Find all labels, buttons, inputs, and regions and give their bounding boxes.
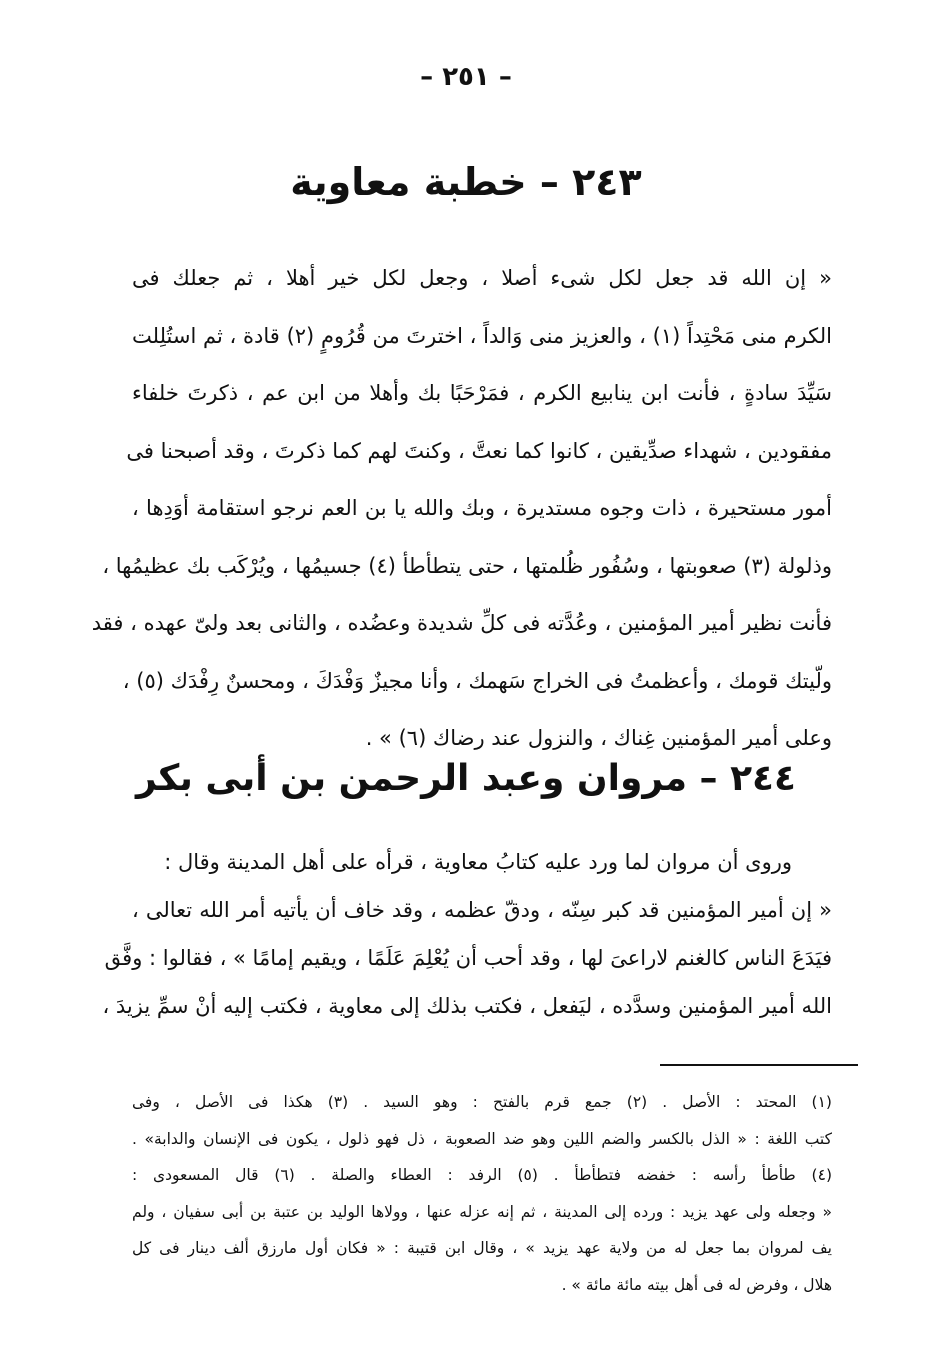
text-line: « إن أمير المؤمنين قد كبر سِنّه ، ودقّ عظمه ، وقد خاف أن يأتيه أمر الله تعالى ،: [132, 898, 832, 922]
text-line: سَيِّدَ سادةٍ ، فأنت ابن ينابيع الكرم ، فمَرْحَبًا بك وأهلا من ابن عم ، ذكرتَ خلفاء: [132, 381, 832, 405]
text-line: وعلى أمير المؤمنين غِناك ، والنزول عند رضاك (٦) » .: [365, 726, 832, 750]
footnote-line: هلال ، وفرض له فى أهل بيته مائة مائة » .: [561, 1275, 832, 1294]
footnote-line: (١) المحتد : الأصل . (٢) جمع قرم بالفتح : وهو السيد . (٣) هكذا فى الأصل ، وفى: [132, 1093, 832, 1111]
text-line: وذلولة (٣) صعوبتها ، وسُفُور ظُلمتها ، حتى يتطأطأ (٤) جسيمُها ، ويُرْكَب بك عظيمُها ،: [102, 553, 832, 578]
text-line: الكرم منى مَحْتِداً (١) ، والعزيز منى وَالداً ، اخترتَ من قُرُومٍ (٢) قادة ، ثم استُلِلت: [132, 323, 832, 348]
text-line: وروى أن مروان لما ورد عليه كتابُ معاوية ، قرأه على أهل المدينة وقال :: [164, 850, 792, 874]
footnote-separator: [660, 1064, 858, 1066]
page-number: – ٢٥١ –: [420, 62, 512, 92]
footnote-line: (٤) طأطأ رأسه : خفضه فتطأطأ . (٥) الرفد : العطاء والصلة . (٦) قال المسعودى :: [132, 1166, 832, 1184]
text-line: الله أمير المؤمنين وسدَّده ، ليَفعل ، فكتب بذلك إلى معاوية ، فكتب إليه أنْ سمِّ يزيدَ ،: [102, 994, 832, 1018]
text-line: « إن الله قد جعل لكل شىء أصلا ، وجعل لكل خير أهلا ، ثم جعلك فى: [132, 266, 832, 290]
section-243-body: [91, 250, 832, 768]
text-line: فأنت نظير أمير المؤمنين ، وعُدَّته فى كلِّ شديدة وعضُده ، والثانى بعد ولىّ عهده ، فقد: [91, 611, 832, 635]
section-243-title: ٢٤٣ – خطبة معاوية: [290, 160, 642, 204]
footnote-line: كتب اللغة : « الذل بالكسر والضم اللين وهو ضد الصعوبة ، ذل فهو ذلول ، يكون فى الإنسان والدابة» .: [132, 1129, 832, 1148]
footnote-line: « وجعله ولى عهد يزيد : ورده إلى المدينة ، ثم إنه عزله عنها ، وولاها الوليد بن عتبة بن أبى سفيان ، ولم: [132, 1202, 832, 1221]
section-244-title: ٢٤٤ – مروان وعبد الرحمن بن أبى بكر: [135, 758, 796, 799]
text-line: فيَدَعَ الناس كالغنم لاراعىَ لها ، وقد أحب أن يُعْلِمَ عَلَمًا ، ويقيم إمامًا » ، فقالوا : وفَّق: [104, 946, 832, 970]
footnote-line: يف لمروان بما جعل له من ولاية عهد يزيد » ، وقال ابن قتيبة : « فكان أول مارزق ألف دينار فى كل: [132, 1239, 832, 1257]
section-244-body: [102, 838, 832, 1030]
text-line: أمور مستحيرة ، ذات وجوه مستديرة ، وبك والله يا بن العم نرجو استقامة أوَدِها ،: [132, 496, 832, 520]
footnotes: [132, 1084, 832, 1303]
text-line: مفقودين ، شهداء صدِّيقين ، كانوا كما نعتَّ ، وكنتَ لهم كما ذكرتَ ، وقد أصبحنا فى: [126, 438, 832, 463]
text-line: ولّيتك قومك ، وأعظمتُ فى الخراج سَهمك ، وأنا مجيزٌ وَفْدَكَ ، ومحسنٌ رِفْدَك (٥) ،: [122, 668, 832, 693]
